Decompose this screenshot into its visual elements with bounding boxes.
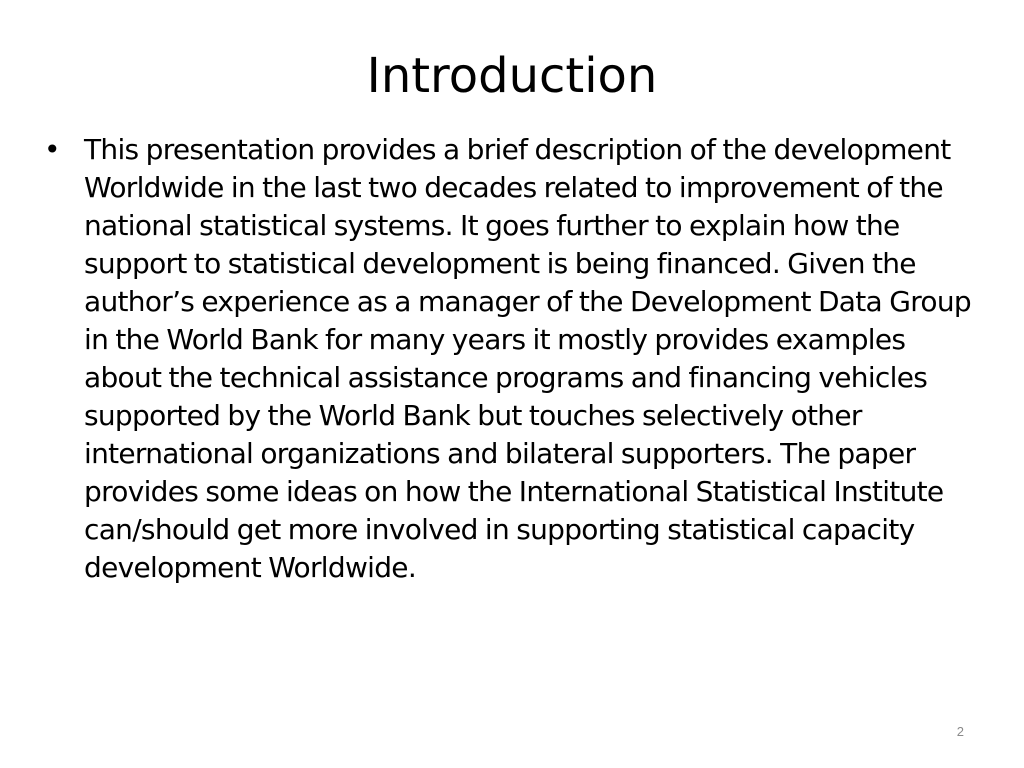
- bullet-point-icon: •: [44, 133, 61, 166]
- slide-title: Introduction: [366, 48, 658, 104]
- slide-body: [44, 131, 1004, 587]
- slide-number: 2: [956, 724, 964, 739]
- bullet-text: This presentation provides a brief description of the development Worldwide in the last two decades related to improvement of the national statistical systems. It goes further to explain how the support to statistical development is being financed. Given the author’s experience as a manager of the Development Data Group in the World Bank for many years it mostly provides examples about the technical assistance programs and financing vehicles supported by the World Bank but touches selectively other international organizations and bilateral supporters. The paper provides some ideas on how the International Statistical Institute can/should get more involved in supporting statistical capacity development Worldwide.: [84, 133, 971, 584]
- bullet-item: [44, 131, 1004, 587]
